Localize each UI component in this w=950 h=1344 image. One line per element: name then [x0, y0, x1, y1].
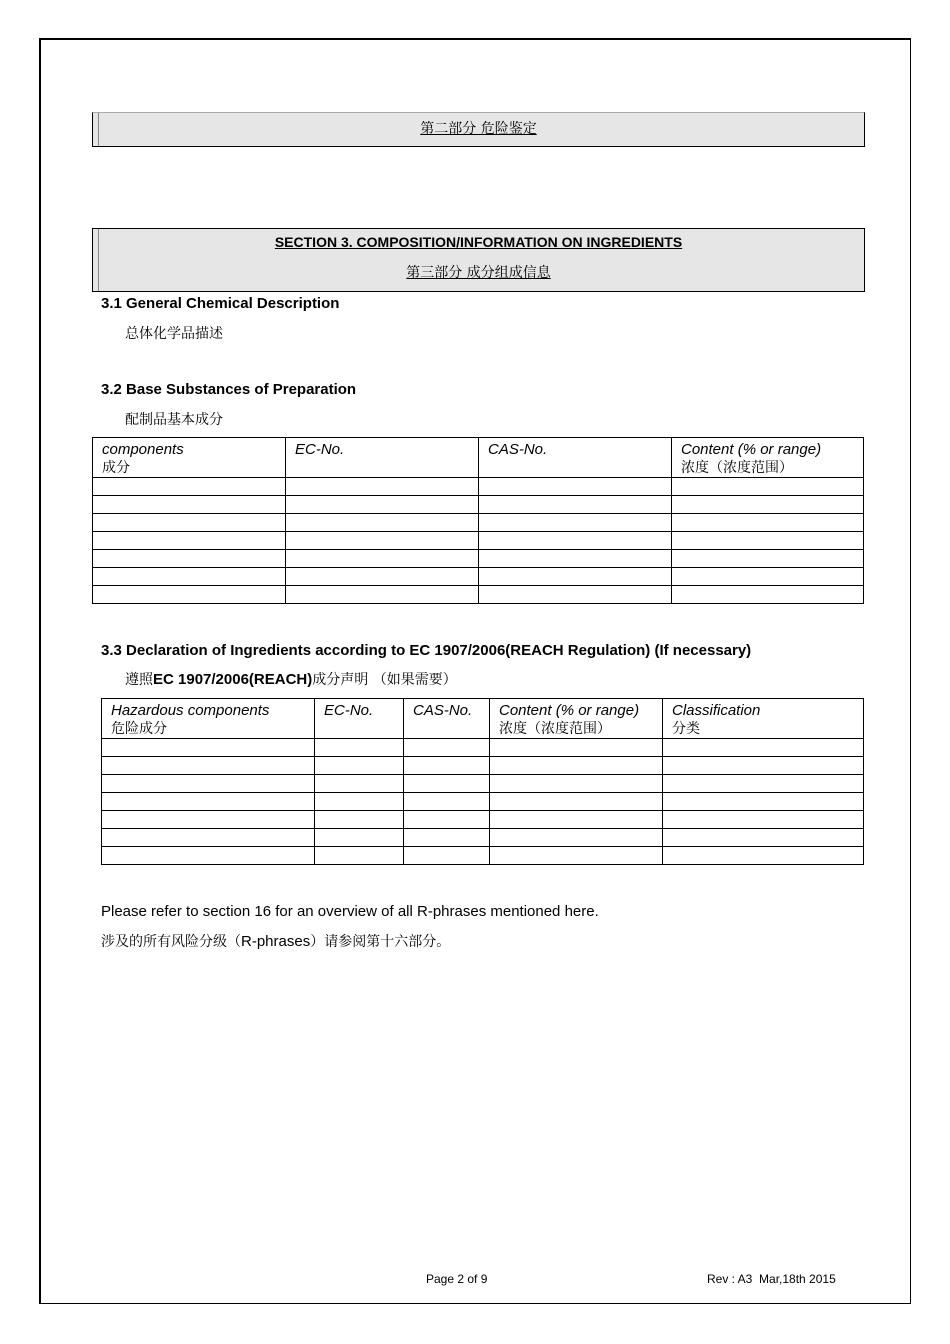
table-row	[102, 757, 864, 775]
table-cell	[672, 514, 864, 532]
table-cell	[102, 739, 315, 757]
table-cell	[490, 811, 663, 829]
table-cell	[315, 757, 404, 775]
table-row	[102, 793, 864, 811]
table-cell	[102, 847, 315, 865]
table-cell	[490, 739, 663, 757]
heading-3-2-cn: 配制品基本成分	[125, 412, 223, 428]
table-cell	[490, 847, 663, 865]
table-cell	[93, 550, 286, 568]
table-cell	[404, 757, 490, 775]
table-row	[93, 496, 864, 514]
table-cell	[672, 496, 864, 514]
table-cell	[404, 793, 490, 811]
table-cell	[479, 568, 672, 586]
table-cell	[315, 811, 404, 829]
heading-3-1-cn: 总体化学品描述	[125, 326, 223, 342]
section-3-header	[92, 228, 865, 292]
table-cell	[102, 757, 315, 775]
table-cell	[479, 550, 672, 568]
col-header-content: Content (% or range) 浓度（浓度范围）	[490, 699, 663, 739]
table-cell	[672, 586, 864, 604]
table-cell	[663, 847, 864, 865]
table-cell	[490, 829, 663, 847]
table-cell	[102, 793, 315, 811]
base-substances-table	[92, 437, 864, 604]
table-row	[102, 811, 864, 829]
table-cell	[479, 586, 672, 604]
table-cell	[315, 775, 404, 793]
table-cell	[286, 586, 479, 604]
table-cell	[479, 514, 672, 532]
table-cell	[479, 478, 672, 496]
table-row	[102, 829, 864, 847]
section-2-header	[92, 112, 865, 147]
section-3-title-cn: 第三部分 成分组成信息	[406, 265, 551, 281]
table-cell	[672, 550, 864, 568]
table-cell	[672, 532, 864, 550]
table-row	[93, 568, 864, 586]
hazardous-ingredients-table	[101, 698, 864, 865]
table-cell	[93, 568, 286, 586]
table-cell	[663, 829, 864, 847]
table-cell	[315, 829, 404, 847]
table-cell	[663, 811, 864, 829]
table-cell	[286, 550, 479, 568]
table-cell	[404, 829, 490, 847]
table-cell	[93, 586, 286, 604]
col-header-classification: Classification 分类	[663, 699, 864, 739]
table-header-row	[93, 438, 864, 478]
table-cell	[286, 478, 479, 496]
table-cell	[479, 496, 672, 514]
col-header-hazardous-components: Hazardous components 危险成分	[102, 699, 315, 739]
footer-revision: Rev : A3 Mar,18th 2015	[707, 1272, 836, 1286]
table-cell	[286, 514, 479, 532]
table-cell	[93, 514, 286, 532]
table-cell	[663, 757, 864, 775]
table-row	[93, 586, 864, 604]
table-cell	[93, 496, 286, 514]
table-cell	[102, 829, 315, 847]
table-cell	[102, 811, 315, 829]
table-cell	[286, 532, 479, 550]
table-cell	[663, 793, 864, 811]
section-2-title-cn: 第二部分 危险鉴定	[420, 121, 537, 137]
table-cell	[479, 532, 672, 550]
col-header-components: components 成分	[93, 438, 286, 478]
table-header-row	[102, 699, 864, 739]
table-cell	[286, 568, 479, 586]
table-row	[102, 775, 864, 793]
heading-3-3-cn: 遵照EC 1907/2006(REACH)成分声明 （如果需要）	[125, 671, 457, 688]
table-cell	[315, 847, 404, 865]
heading-3-2: 3.2 Base Substances of Preparation	[101, 381, 357, 398]
table-cell	[490, 793, 663, 811]
col-header-ec-no: EC-No.	[286, 438, 479, 478]
table-cell	[672, 478, 864, 496]
table-cell	[404, 739, 490, 757]
table-cell	[404, 847, 490, 865]
heading-3-3: 3.3 Declaration of Ingredients according to EC 1907/2006(REACH Regulation) (If necessary)	[101, 642, 752, 659]
footer-page-number: Page 2 of 9	[426, 1272, 488, 1286]
table-cell	[672, 568, 864, 586]
section-3-title-en: SECTION 3. COMPOSITION/INFORMATION ON INGREDIENTS	[274, 234, 683, 250]
table-cell	[102, 775, 315, 793]
r-phrases-note-cn: 涉及的所有风险分级（R-phrases）请参阅第十六部分。	[101, 933, 451, 950]
table-row	[93, 514, 864, 532]
table-cell	[404, 811, 490, 829]
table-row	[93, 532, 864, 550]
table-cell	[93, 478, 286, 496]
col-header-cas-no: CAS-No.	[404, 699, 490, 739]
table-cell	[490, 775, 663, 793]
col-header-content: Content (% or range) 浓度（浓度范围）	[672, 438, 864, 478]
table-cell	[286, 496, 479, 514]
col-header-ec-no: EC-No.	[315, 699, 404, 739]
table-cell	[404, 775, 490, 793]
col-header-cas-no: CAS-No.	[479, 438, 672, 478]
table-row	[102, 847, 864, 865]
table-row	[93, 550, 864, 568]
table-cell	[93, 532, 286, 550]
table-row	[102, 739, 864, 757]
r-phrases-note: Please refer to section 16 for an overview of all R-phrases mentioned here.	[101, 903, 599, 920]
table-cell	[315, 793, 404, 811]
table-cell	[663, 775, 864, 793]
table-row	[93, 478, 864, 496]
heading-3-1: 3.1 General Chemical Description	[101, 295, 340, 312]
table-cell	[490, 757, 663, 775]
table-cell	[315, 739, 404, 757]
table-cell	[663, 739, 864, 757]
